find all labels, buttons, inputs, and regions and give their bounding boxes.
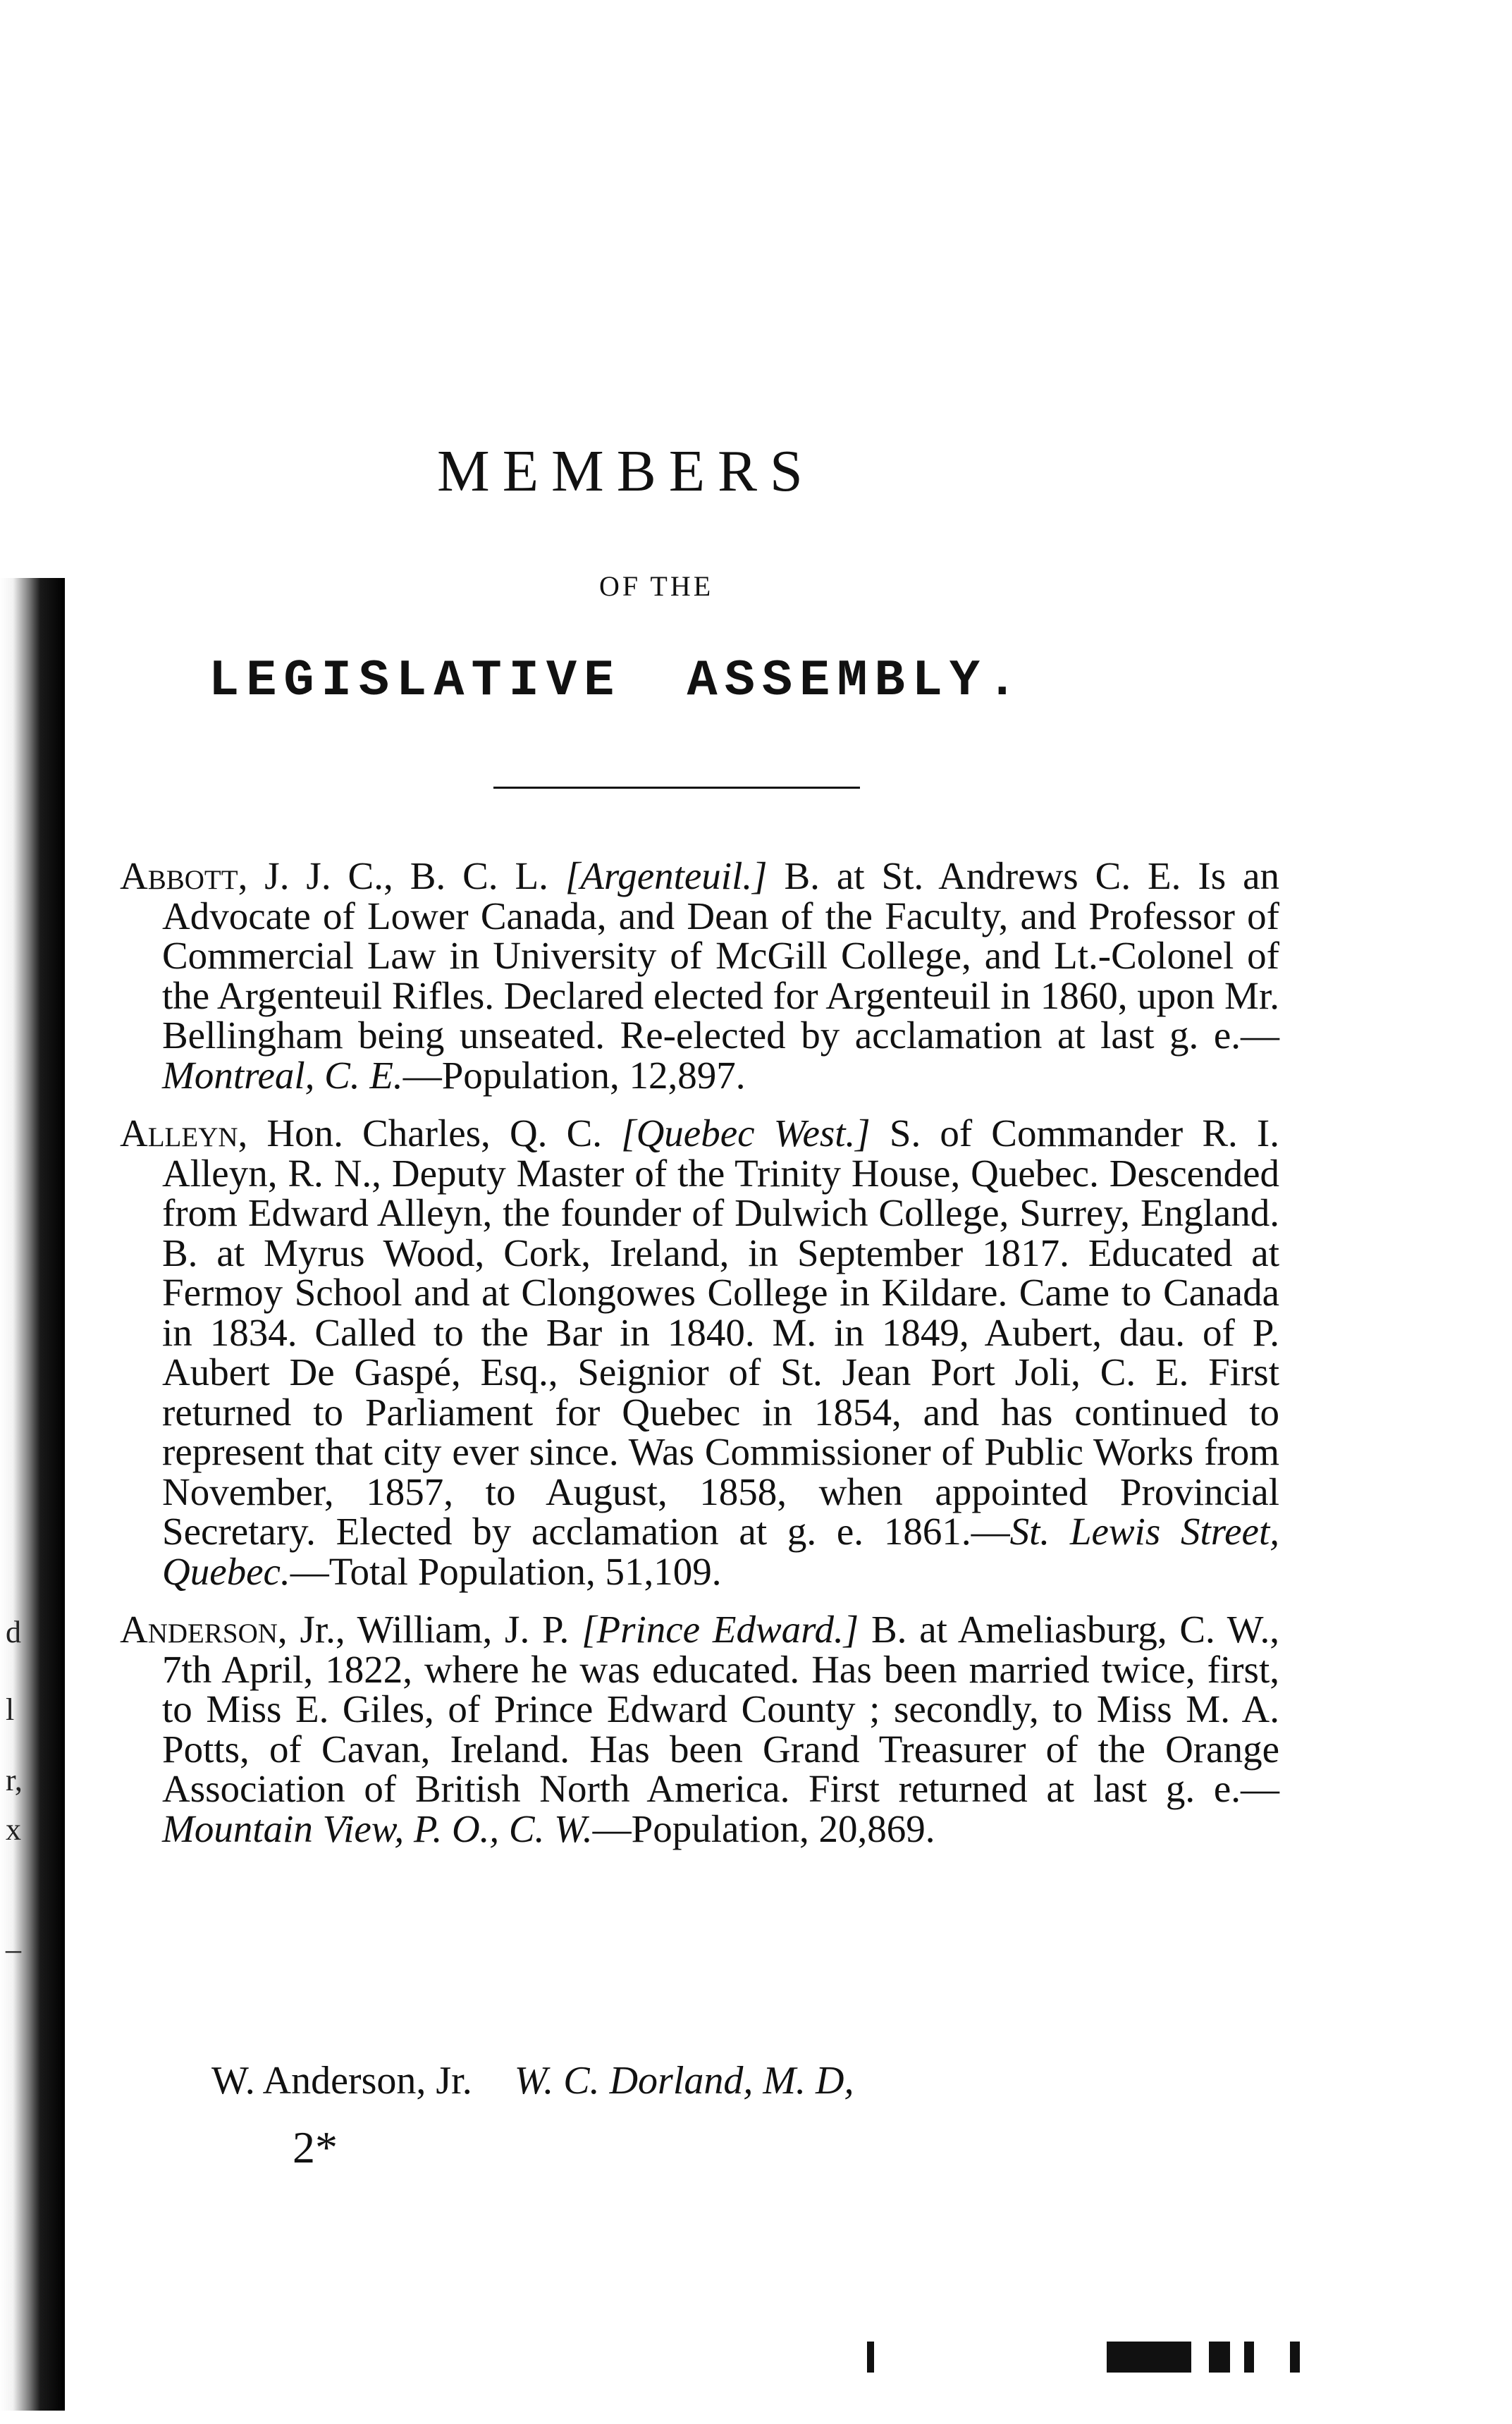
scan-bar (1107, 2342, 1191, 2373)
member-address: St. Lewis Street, Quebec. (162, 1510, 1279, 1593)
page-title: MEMBERS (437, 438, 816, 504)
member-surname: Abbott (120, 854, 238, 897)
divider-rule (493, 787, 860, 789)
page-heading: LEGISLATIVE ASSEMBLY. (209, 652, 1025, 710)
scan-bar (867, 2342, 874, 2373)
member-name: , J. J. C., B. C. L. (238, 854, 565, 897)
member-name: , Hon. Charles, Q. C. (238, 1112, 622, 1155)
scan-bar (1290, 2342, 1300, 2373)
page-number: 2* (293, 2122, 338, 2172)
member-surname: Alleyn (120, 1112, 238, 1155)
member-bio: S. of Commander R. I. Alleyn, R. N., Deputy Master of the Trinity House, Quebec. Descended from Edward Alleyn, the founder of Dulwich College, Surrey, England. B. at Myrus Wood, Cork, Ireland, in September 1817. Educated at Fermoy School and at Clongowes College in Kildare. Came to Canada in 1834. Called to the Bar in 1840. M. in 1849, Aubert, dau. of P. Aubert De Gaspé, Esq., Seignior of St. Jean Port Joli, C. E. First returned to Parliament for Quebec in 1854, and has continued to represent that city ever since. Was Commissioner of Public Works from November, 1857, to August, 1858, when appointed Provincial Secretary. Elected by acclamation at g. e. 1861.— (162, 1112, 1279, 1553)
page-subtitle: OF THE (599, 570, 714, 602)
signature-line (211, 2058, 1198, 2103)
signature-right: W. C. Dorland, M. D, (514, 2059, 854, 2103)
member-birth: B. at St. Andrews C. E. (767, 854, 1181, 897)
member-constituency: [Prince Edward.] (582, 1608, 859, 1651)
member-bio: Is an Advocate of Lower Canada, and Dean of the Faculty, and Professor of Commercial Law in University of McGill College, and Lt.-Colonel of the Argenteuil Rifles. Declared elected for Argenteuil in 1860, upon Mr. Bellingham being unseated. Re-elected by acclamation at last g. e.— (162, 854, 1279, 1057)
signature-left: W. Anderson, Jr. (211, 2059, 472, 2103)
margin-mark: r, (6, 1763, 23, 1797)
member-entry (120, 1114, 1279, 1592)
member-name: , Jr., William, J. P. (277, 1608, 582, 1651)
member-constituency: [Argenteuil.] (565, 854, 768, 897)
member-population: —Total Population, 51,109. (290, 1549, 722, 1593)
scan-registration-bars (867, 2342, 1325, 2384)
member-address: Montreal, C. E. (162, 1053, 403, 1097)
member-constituency: [Quebec West.] (621, 1112, 871, 1155)
member-population: —Population, 12,897. (402, 1053, 746, 1097)
member-entry (120, 1610, 1279, 1849)
book-spine-shadow (0, 578, 65, 2411)
member-surname: Anderson (120, 1608, 278, 1651)
member-population: —Population, 20,869. (592, 1807, 935, 1850)
member-entries (120, 856, 1279, 1867)
margin-mark: – (6, 1932, 21, 1967)
member-entry (120, 856, 1279, 1095)
margin-mark: l (6, 1692, 15, 1727)
margin-mark: d (6, 1615, 21, 1649)
margin-mark: x (6, 1812, 21, 1847)
scan-bar (1244, 2342, 1254, 2373)
scan-bar (1209, 2342, 1230, 2373)
member-address: Mountain View, P. O., C. W. (162, 1807, 593, 1850)
member-bio: B. at Ameliasburg, C. W., 7th April, 1822, where he was educated. Has been married twice, first, to Miss E. Giles, of Prince Edward County ; secondly, to Miss M. A. Potts, of Cavan, Ireland. Has been Grand Treasurer of the Orange Association of British North America. First returned at last g. e.— (162, 1608, 1279, 1810)
